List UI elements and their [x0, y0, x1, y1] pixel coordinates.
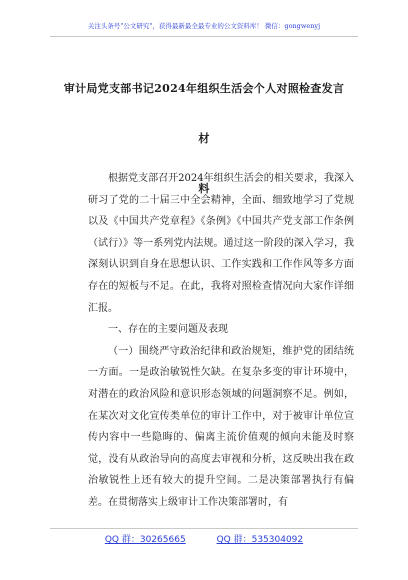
body-paragraph: （一）围绕严守政治纪律和政治规矩，维护党的团结统一方面。一是政治敏锐性欠缺。在复杂多变的审计环境中，对潜在的政治风险和意识形态领域的问题洞察不足。例如，在某次对文化宣传类单位的审计工作中，对于被审计单位宣传内容中一些隐晦的、偏离主流价值观的倾向未能及时察觉，没有从政治导向的高度去审视和分析，这反映出我在政治敏锐性上还有较大的提升空间。二是决策部署执行有偏差。在贯彻落实上级审计工作决策部署时，有: [88, 345, 354, 508]
title-line-2: 料: [198, 182, 210, 195]
footer: [50, 528, 358, 545]
footer-qq-group-2[interactable]: QQ 群：535304092: [216, 535, 304, 545]
section-heading: 一、存在的主要问题及表现: [108, 324, 228, 336]
title-line-1: 审计局党支部书记2024年组织生活会个人对照检查发言材: [63, 82, 345, 145]
document-body: [88, 168, 354, 514]
header-banner: 关注头条号"公文研究"，获得最新最全最专业的公文资料库！ 微信：gongwenyj: [50, 16, 358, 37]
intro-paragraph: 根据党支部召开2024年组织生活会的相关要求，我深入研习了党的二十届三中全会精神，全面、细致地学习了党规以及《中国共产党章程》《条例》《中国共产党支部工作条例（试行）》等一系列党内法规。通过这一阶段的深入学习，我深刻认识到自身在思想认识、工作实践和工作作风等多方面存在的短板与不足。在此，我将对照检查情况向大家作详细汇报。: [88, 173, 354, 314]
footer-qq-group-1[interactable]: QQ 群：30265665: [104, 535, 186, 545]
